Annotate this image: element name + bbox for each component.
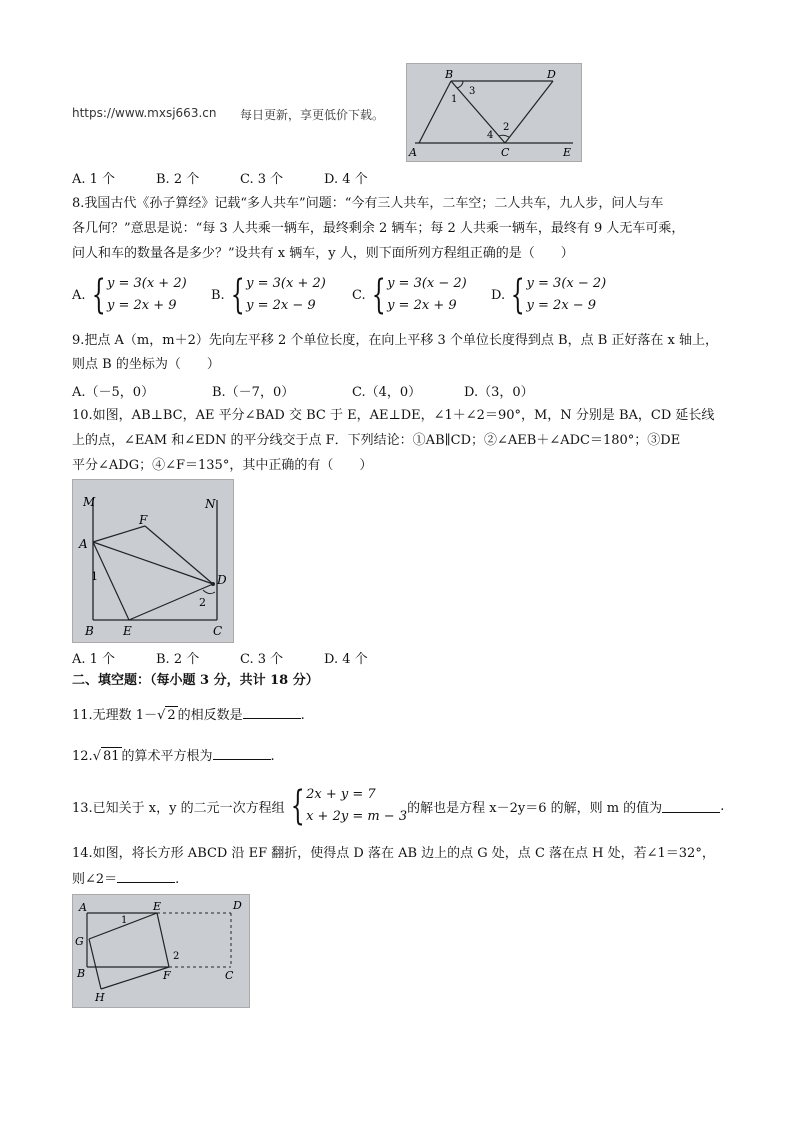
- q10-label-1: 1: [91, 570, 98, 583]
- q14-text-line1: 14.如图，将长方形 ABCD 沿 EF 翻折，使得点 D 落在 AB 边上的点 G 处，点 C 落在点 H 处，若∠1＝32°，: [72, 846, 715, 861]
- q7-label-e: E: [563, 146, 572, 159]
- q14-label-b: B: [77, 967, 86, 980]
- q12-prefix: 12.: [72, 749, 93, 764]
- q8-option-d[interactable]: D. { y = 3(x − 2) y = 2x − 9: [491, 272, 607, 318]
- q8-option-b-eq2: y = 2x − 9: [246, 298, 316, 313]
- q13-eq2: x + 2y = m − 3: [306, 809, 408, 824]
- q8-option-c-eq1: y = 3(x − 2): [387, 276, 467, 291]
- q11-prefix: 11.无理数 1－: [72, 708, 158, 723]
- q9-option-c[interactable]: C.（4，0）: [352, 385, 422, 400]
- q8-text-line2: 各几何？”意思是说：“每 3 人共乘一辆车，最终剩余 2 辆车；每 2 人共乘一辆车，最终有 9 人无车可乘，: [72, 221, 685, 236]
- q9-option-a[interactable]: A.（－5，0）: [72, 385, 155, 400]
- q13-eq1: 2x + y = 7: [306, 787, 376, 802]
- q12-answer-blank[interactable]: [213, 747, 271, 760]
- q12-radicand: 81: [102, 749, 120, 764]
- q11-answer-blank[interactable]: [243, 706, 301, 719]
- q14-label-h: H: [95, 991, 105, 1004]
- q7-option-b[interactable]: B. 2 个: [156, 172, 200, 187]
- q7-option-d[interactable]: D. 4 个: [324, 172, 368, 187]
- q8-option-a[interactable]: A. { y = 3(x + 2) y = 2x + 9: [72, 272, 187, 318]
- q10-label-n: N: [205, 497, 216, 511]
- q14-label-a: A: [79, 901, 87, 914]
- q14-label-d: D: [233, 899, 242, 912]
- q9-option-d[interactable]: D.（3，0）: [464, 385, 534, 400]
- q7-label-2: 2: [503, 122, 510, 133]
- q13-line: 13.已知关于 x，y 的二元一次方程组 { 2x + y = 7 x + 2y = m − 3 的解也是方程 x－2y＝6 的解，则 m 的值为 .: [72, 783, 725, 829]
- q14-line2-prefix: 则∠2＝: [72, 872, 118, 887]
- q8-option-d-eq1: y = 3(x − 2): [526, 276, 607, 291]
- q14-label-e: E: [153, 900, 162, 913]
- q7-label-4: 4: [487, 130, 494, 141]
- q13-suffix: 的解也是方程 x－2y＝6 的解，则 m 的值为: [407, 800, 663, 816]
- q10-option-c[interactable]: C. 3 个: [240, 652, 284, 667]
- q11-end: .: [300, 708, 305, 723]
- q8-option-d-label: D.: [491, 287, 506, 303]
- q10-label-c: C: [213, 624, 223, 638]
- q11-suffix: 的相反数是: [177, 708, 243, 723]
- q8-option-a-eq1: y = 3(x + 2): [106, 276, 187, 291]
- q14-answer-blank[interactable]: [117, 870, 175, 883]
- q14-label-g: G: [75, 935, 84, 948]
- q10-option-d[interactable]: D. 4 个: [324, 652, 368, 667]
- q9-text-line2: 则点 B 的坐标为（ ）: [72, 357, 220, 372]
- q14-label-1: 1: [121, 915, 128, 926]
- q10-figure: [72, 479, 234, 643]
- q8-text-line1: 8.我国古代《孙子算经》记载“多人共车”问题：“今有三人共车，二车空；二人共车，九人步，问人与车: [72, 196, 664, 211]
- q12-suffix: 的算术平方根为: [121, 749, 213, 764]
- q14-label-c: C: [225, 969, 234, 982]
- q10-label-e: E: [123, 624, 132, 638]
- q10-text-line2: 上的点，∠EAM 和∠EDN 的平分线交于点 F．下列结论：①AB∥CD；②∠AEB＋∠ADC＝180°；③DE: [72, 433, 681, 448]
- q10-label-a: A: [79, 537, 88, 551]
- q10-text-line3: 平分∠ADG；④∠F＝135°，其中正确的有（ ）: [72, 458, 373, 473]
- q10-label-2: 2: [199, 596, 206, 609]
- q7-figure: [406, 63, 582, 162]
- q11-radicand: 2: [167, 708, 176, 723]
- q10-label-f: F: [139, 513, 148, 527]
- q14-end: .: [175, 872, 180, 887]
- q14-figure: [72, 894, 250, 1008]
- q7-option-c[interactable]: C. 3 个: [240, 172, 284, 187]
- q9-text-line1: 9.把点 A（m，m＋2）先向左平移 2 个单位长度，在向上平移 3 个单位长度得到点 B，点 B 正好落在 x 轴上，: [72, 333, 719, 348]
- q8-option-b[interactable]: B. { y = 3(x + 2) y = 2x − 9: [211, 272, 326, 318]
- q7-label-c: C: [501, 146, 510, 159]
- q14-label-f: F: [163, 969, 171, 982]
- q7-label-b: B: [445, 68, 454, 81]
- section2-title: 二、填空题：（每小题 3 分，共计 18 分）: [72, 673, 319, 688]
- q8-option-a-label: A.: [72, 287, 86, 303]
- q10-text-line1: 10.如图，AB⊥BC，AE 平分∠BAD 交 BC 于 E，AE⊥DE，∠1＋∠2＝90°，M，N 分别是 BA，CD 延长线: [72, 408, 715, 423]
- q14-label-2: 2: [173, 951, 180, 962]
- q11-line: 11.无理数 1－√ 2 的相反数是 .: [72, 708, 305, 723]
- header-url[interactable]: https://www.mxsj663.cn: [72, 106, 217, 120]
- q8-text-line3: 问人和车的数量各是多少？”设共有 x 辆车，y 人，则下面所列方程组正确的是（ ）: [72, 246, 574, 261]
- q7-option-a[interactable]: A. 1 个: [72, 172, 116, 187]
- q8-option-b-label: B.: [211, 287, 225, 303]
- q8-option-a-eq2: y = 2x + 9: [106, 298, 177, 313]
- q13-prefix: 13.已知关于 x，y 的二元一次方程组: [72, 800, 285, 816]
- q10-label-m: M: [83, 495, 96, 509]
- q14-text-line2: [72, 870, 179, 889]
- q8-option-b-eq1: y = 3(x + 2): [246, 276, 326, 291]
- q7-label-d: D: [547, 68, 556, 81]
- header-tagline: 每日更新，享更低价下载。: [240, 108, 385, 122]
- q10-label-b: B: [85, 624, 94, 638]
- q12-line: 12.√ 81 的算术平方根为 .: [72, 749, 275, 764]
- q7-label-1: 1: [451, 94, 458, 105]
- q7-label-a: A: [409, 146, 417, 159]
- q9-option-b[interactable]: B.（－7，0）: [212, 385, 295, 400]
- q13-end: .: [720, 798, 725, 814]
- q7-label-3: 3: [469, 86, 476, 97]
- q12-end: .: [270, 749, 275, 764]
- q13-answer-blank[interactable]: [662, 800, 720, 813]
- q10-option-a[interactable]: A. 1 个: [72, 652, 116, 667]
- q8-option-c-label: C.: [352, 287, 366, 303]
- q8-option-c-eq2: y = 2x + 9: [387, 298, 457, 313]
- q8-option-c[interactable]: C. { y = 3(x − 2) y = 2x + 9: [352, 272, 467, 318]
- q10-label-d: D: [217, 573, 227, 587]
- q8-option-d-eq2: y = 2x − 9: [526, 298, 597, 313]
- q10-option-b[interactable]: B. 2 个: [156, 652, 200, 667]
